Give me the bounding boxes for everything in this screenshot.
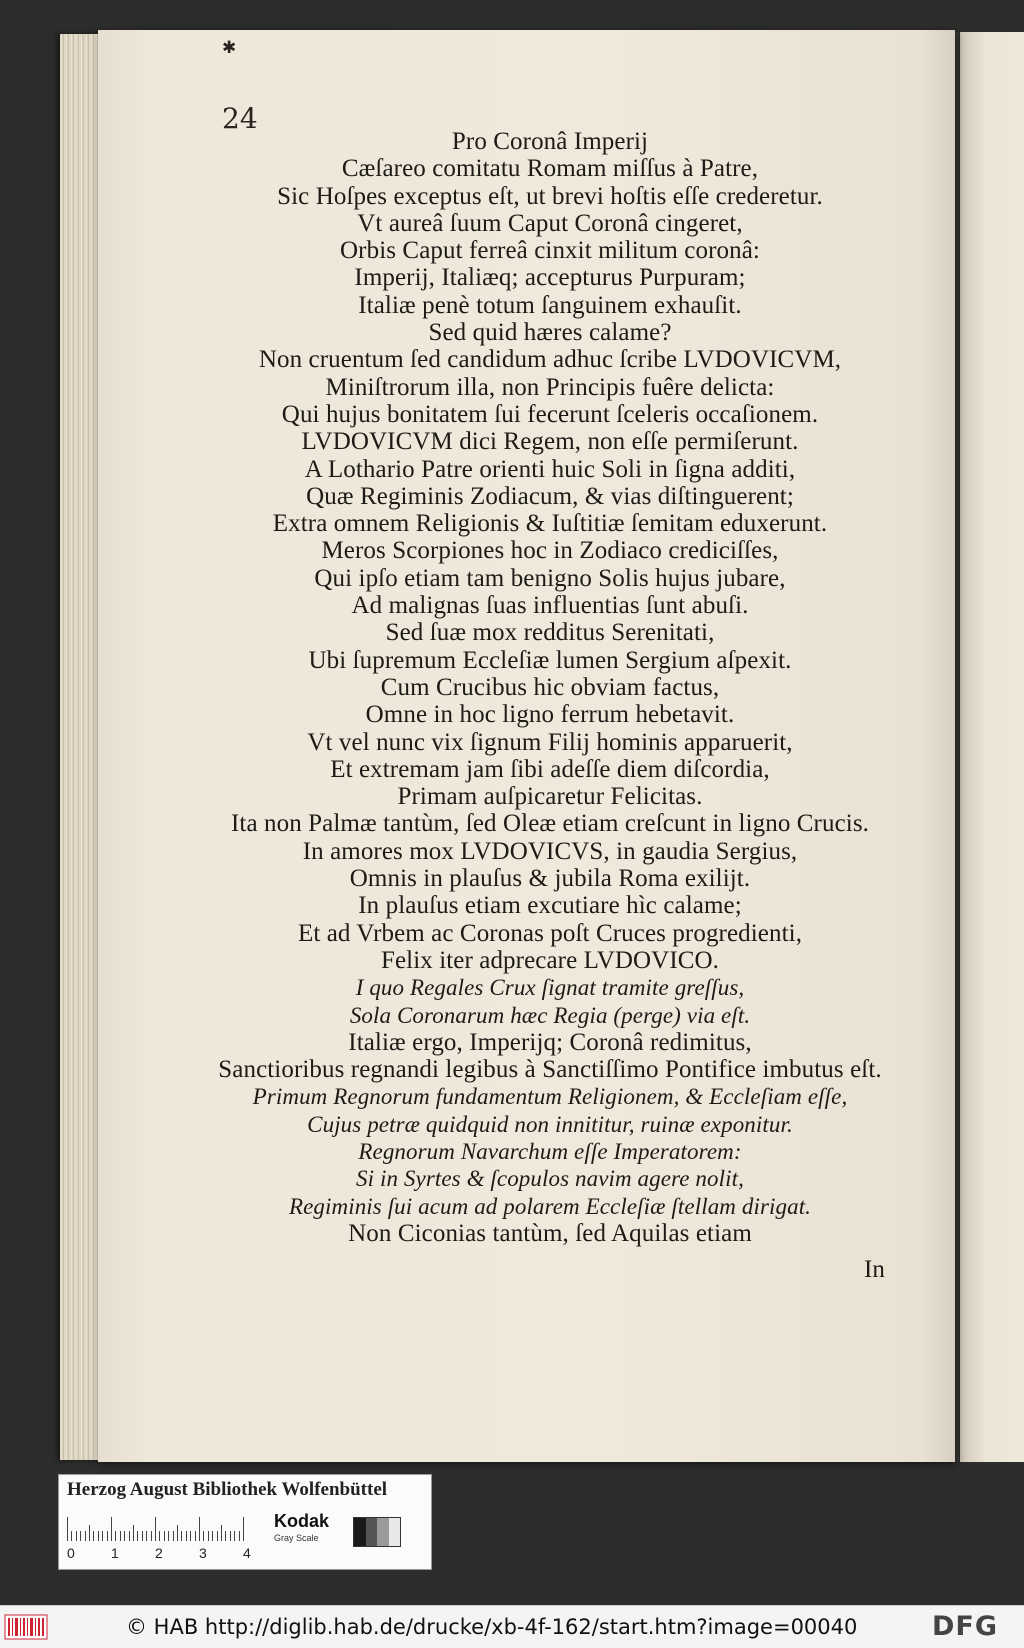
- gray-patch: [366, 1518, 378, 1546]
- ornament-mark: ✱: [222, 38, 237, 58]
- text-line: Cum Crucibus hic obviam factus,: [380, 673, 720, 701]
- text-line: Miniſtrorum illa, non Principis fuêre delicta:: [325, 373, 775, 401]
- ruler-tick: [124, 1531, 125, 1541]
- book-gutter: [955, 32, 959, 1462]
- text-line: In amores mox LVDOVICVS, in gaudia Sergius,: [302, 837, 798, 865]
- ruler-tick: [98, 1531, 99, 1541]
- text-line: Primam auſpicaretur Felicitas.: [397, 783, 703, 811]
- text-line: Meros Scorpiones hoc in Zodiaco crediciſſes,: [321, 537, 779, 565]
- ruler-tick: [203, 1531, 204, 1541]
- ruler-tick: [212, 1531, 213, 1541]
- text-line: Non cruentum ſed candidum adhuc ſcribe LVDOVICVM,: [258, 346, 842, 374]
- text-line: Sed quid hæres calame?: [428, 319, 672, 347]
- text-line: Omnis in plauſus & jubila Roma exilijt.: [349, 865, 751, 893]
- credit-link[interactable]: © HAB http://diglib.hab.de/drucke/xb-4f-162/start.htm?image=00040: [126, 1615, 858, 1639]
- text-line: LVDOVICVM dici Regem, non eſſe permiſerunt.: [301, 428, 799, 456]
- text-line: A Lothario Patre orienti huic Soli in ſigna additi,: [304, 455, 796, 483]
- text-line: Regnorum Navarchum eſſe Imperatorem:: [358, 1138, 742, 1164]
- text-line: Sanctioribus regnandi legibus à Sanctiſſimo Pontifice imbutus eſt.: [218, 1056, 882, 1084]
- text-line: Si in Syrtes & ſcopulos navim agere nolit,: [356, 1166, 744, 1192]
- text-line: Vt vel nunc vix ſignum Filij hominis apparuerit,: [307, 728, 793, 756]
- ruler-tick: [186, 1531, 187, 1541]
- text-line: Vt aureâ ſuum Caput Coronâ cingeret,: [357, 209, 743, 237]
- text-line: Orbis Caput ferreâ cinxit militum coronâ:: [340, 237, 760, 265]
- text-line: Et ad Vrbem ac Coronas poſt Cruces progredienti,: [297, 919, 803, 947]
- text-line: Cujus petræ quidquid non innititur, ruinæ exponitur.: [307, 1111, 793, 1137]
- ruler-tick: [239, 1531, 240, 1541]
- ruler-tick: [146, 1531, 147, 1541]
- text-line: Non Ciconias tantùm, ſed Aquilas etiam: [348, 1219, 752, 1247]
- text-line: Extra omnem Religionis & Iuſtitiæ ſemitam eduxerunt.: [272, 510, 828, 538]
- ruler-tick: [199, 1517, 200, 1541]
- text-line: In plauſus etiam excutiare hìc calame;: [358, 892, 742, 920]
- ruler-tick: [190, 1531, 191, 1541]
- text-line: Sola Coronarum hæc Regia (perge) via eſt.: [349, 1002, 751, 1028]
- text-line: Et extremam jam ſibi adeſſe diem diſcordia,: [330, 755, 770, 783]
- ruler-tick: [111, 1517, 112, 1541]
- ruler-tick: [93, 1531, 94, 1541]
- ruler-tick: [120, 1531, 121, 1541]
- ruler-number: 3: [199, 1545, 207, 1561]
- ruler-tick: [142, 1531, 143, 1541]
- ruler-tick: [181, 1531, 182, 1541]
- text-line: Quæ Regiminis Zodiacum, & vias diſtinguerent;: [306, 482, 794, 510]
- ruler-tick: [221, 1525, 222, 1541]
- text-line: Sed ſuæ mox redditus Serenitati,: [385, 619, 715, 647]
- ruler-tick: [107, 1531, 108, 1541]
- text-line: Ubi ſupremum Eccleſiæ lumen Sergium aſpexit.: [308, 646, 792, 674]
- ruler-tick: [155, 1517, 156, 1541]
- ruler-number: 2: [155, 1545, 163, 1561]
- gray-patch: [354, 1518, 366, 1546]
- page-number: 24: [222, 102, 258, 135]
- barcode-icon: [4, 1614, 48, 1640]
- text-line: Regiminis ſui acum ad polarem Eccleſiæ ſtellam dirigat.: [288, 1193, 812, 1219]
- ruler-tick: [89, 1525, 90, 1541]
- ruler-tick: [164, 1531, 165, 1541]
- ruler-tick: [133, 1525, 134, 1541]
- library-name: Herzog August Bibliothek Wolfenbüttel: [67, 1479, 388, 1500]
- text-line: Pro Coronâ Imperij: [451, 128, 649, 155]
- text-line: Ad malignas ſuas influentias ſunt abuſi.: [351, 592, 749, 620]
- ruler-tick: [225, 1531, 226, 1541]
- ruler-tick: [137, 1531, 138, 1541]
- poem-text-block: [180, 128, 920, 1247]
- ruler-tick: [159, 1531, 160, 1541]
- ruler-tick: [173, 1531, 174, 1541]
- text-line: Italiæ penè totum ſanguinem exhauſit.: [358, 291, 742, 319]
- text-line: Qui ipſo etiam tam benigno Solis hujus jubare,: [314, 564, 786, 592]
- text-line: Primum Regnorum fundamentum Religionem, & Eccleſiam eſſe,: [252, 1084, 848, 1110]
- text-line: Qui hujus bonitatem ſui fecerunt ſceleris occaſionem.: [281, 400, 819, 428]
- ruler-tick: [76, 1531, 77, 1541]
- ruler-tick: [102, 1531, 103, 1541]
- text-line: Imperij, Italiæq; accepturus Purpuram;: [354, 264, 746, 292]
- ruler-number: 1: [111, 1545, 119, 1561]
- ruler-tick: [195, 1531, 196, 1541]
- text-line: I quo Regales Crux ſignat tramite greſſus,: [355, 975, 745, 1001]
- ruler-numbers: [67, 1545, 327, 1563]
- ruler-tick: [217, 1531, 218, 1541]
- ruler-tick: [151, 1531, 152, 1541]
- ruler-number: 4: [243, 1545, 251, 1561]
- ruler-tick: [177, 1525, 178, 1541]
- ruler-tick: [71, 1531, 72, 1541]
- text-line: Sic Hoſpes exceptus eſt, ut brevi hoſtis eſſe crederetur.: [277, 182, 823, 210]
- text-line: Italiæ ergo, Imperijq; Coronâ redimitus,: [348, 1028, 752, 1056]
- ruler-tick: [208, 1531, 209, 1541]
- catchword: In: [864, 1256, 885, 1283]
- color-calibration-card: [58, 1474, 432, 1570]
- ruler-tick: [168, 1531, 169, 1541]
- gray-scale-patches: [353, 1517, 401, 1547]
- text-line: Felix iter adprecare LVDOVICO.: [380, 946, 720, 974]
- ruler-tick: [234, 1531, 235, 1541]
- facing-page-edge: [960, 32, 1024, 1462]
- gray-patch: [377, 1518, 389, 1546]
- ruler-tick: [85, 1531, 86, 1541]
- viewer-footer: [0, 1605, 1024, 1648]
- dfg-logo: DFG: [932, 1611, 999, 1642]
- ruler-tick: [129, 1531, 130, 1541]
- text-line: Ita non Palmæ tantùm, ſed Oleæ etiam creſcunt in ligno Crucis.: [230, 810, 870, 838]
- text-line: Omne in hoc ligno ferrum hebetavit.: [365, 701, 735, 729]
- ruler-tick: [243, 1517, 244, 1541]
- text-line: Cæſareo comitatu Romam miſſus à Patre,: [341, 155, 759, 183]
- gray-patch: [389, 1518, 401, 1546]
- ruler-tick: [115, 1531, 116, 1541]
- kodak-label: Kodak: [274, 1511, 330, 1531]
- grayscale-label: Gray Scale: [274, 1533, 319, 1543]
- ruler-tick: [230, 1531, 231, 1541]
- ruler-tick: [80, 1531, 81, 1541]
- ruler-tick: [67, 1517, 68, 1541]
- ruler-number: 0: [67, 1545, 75, 1561]
